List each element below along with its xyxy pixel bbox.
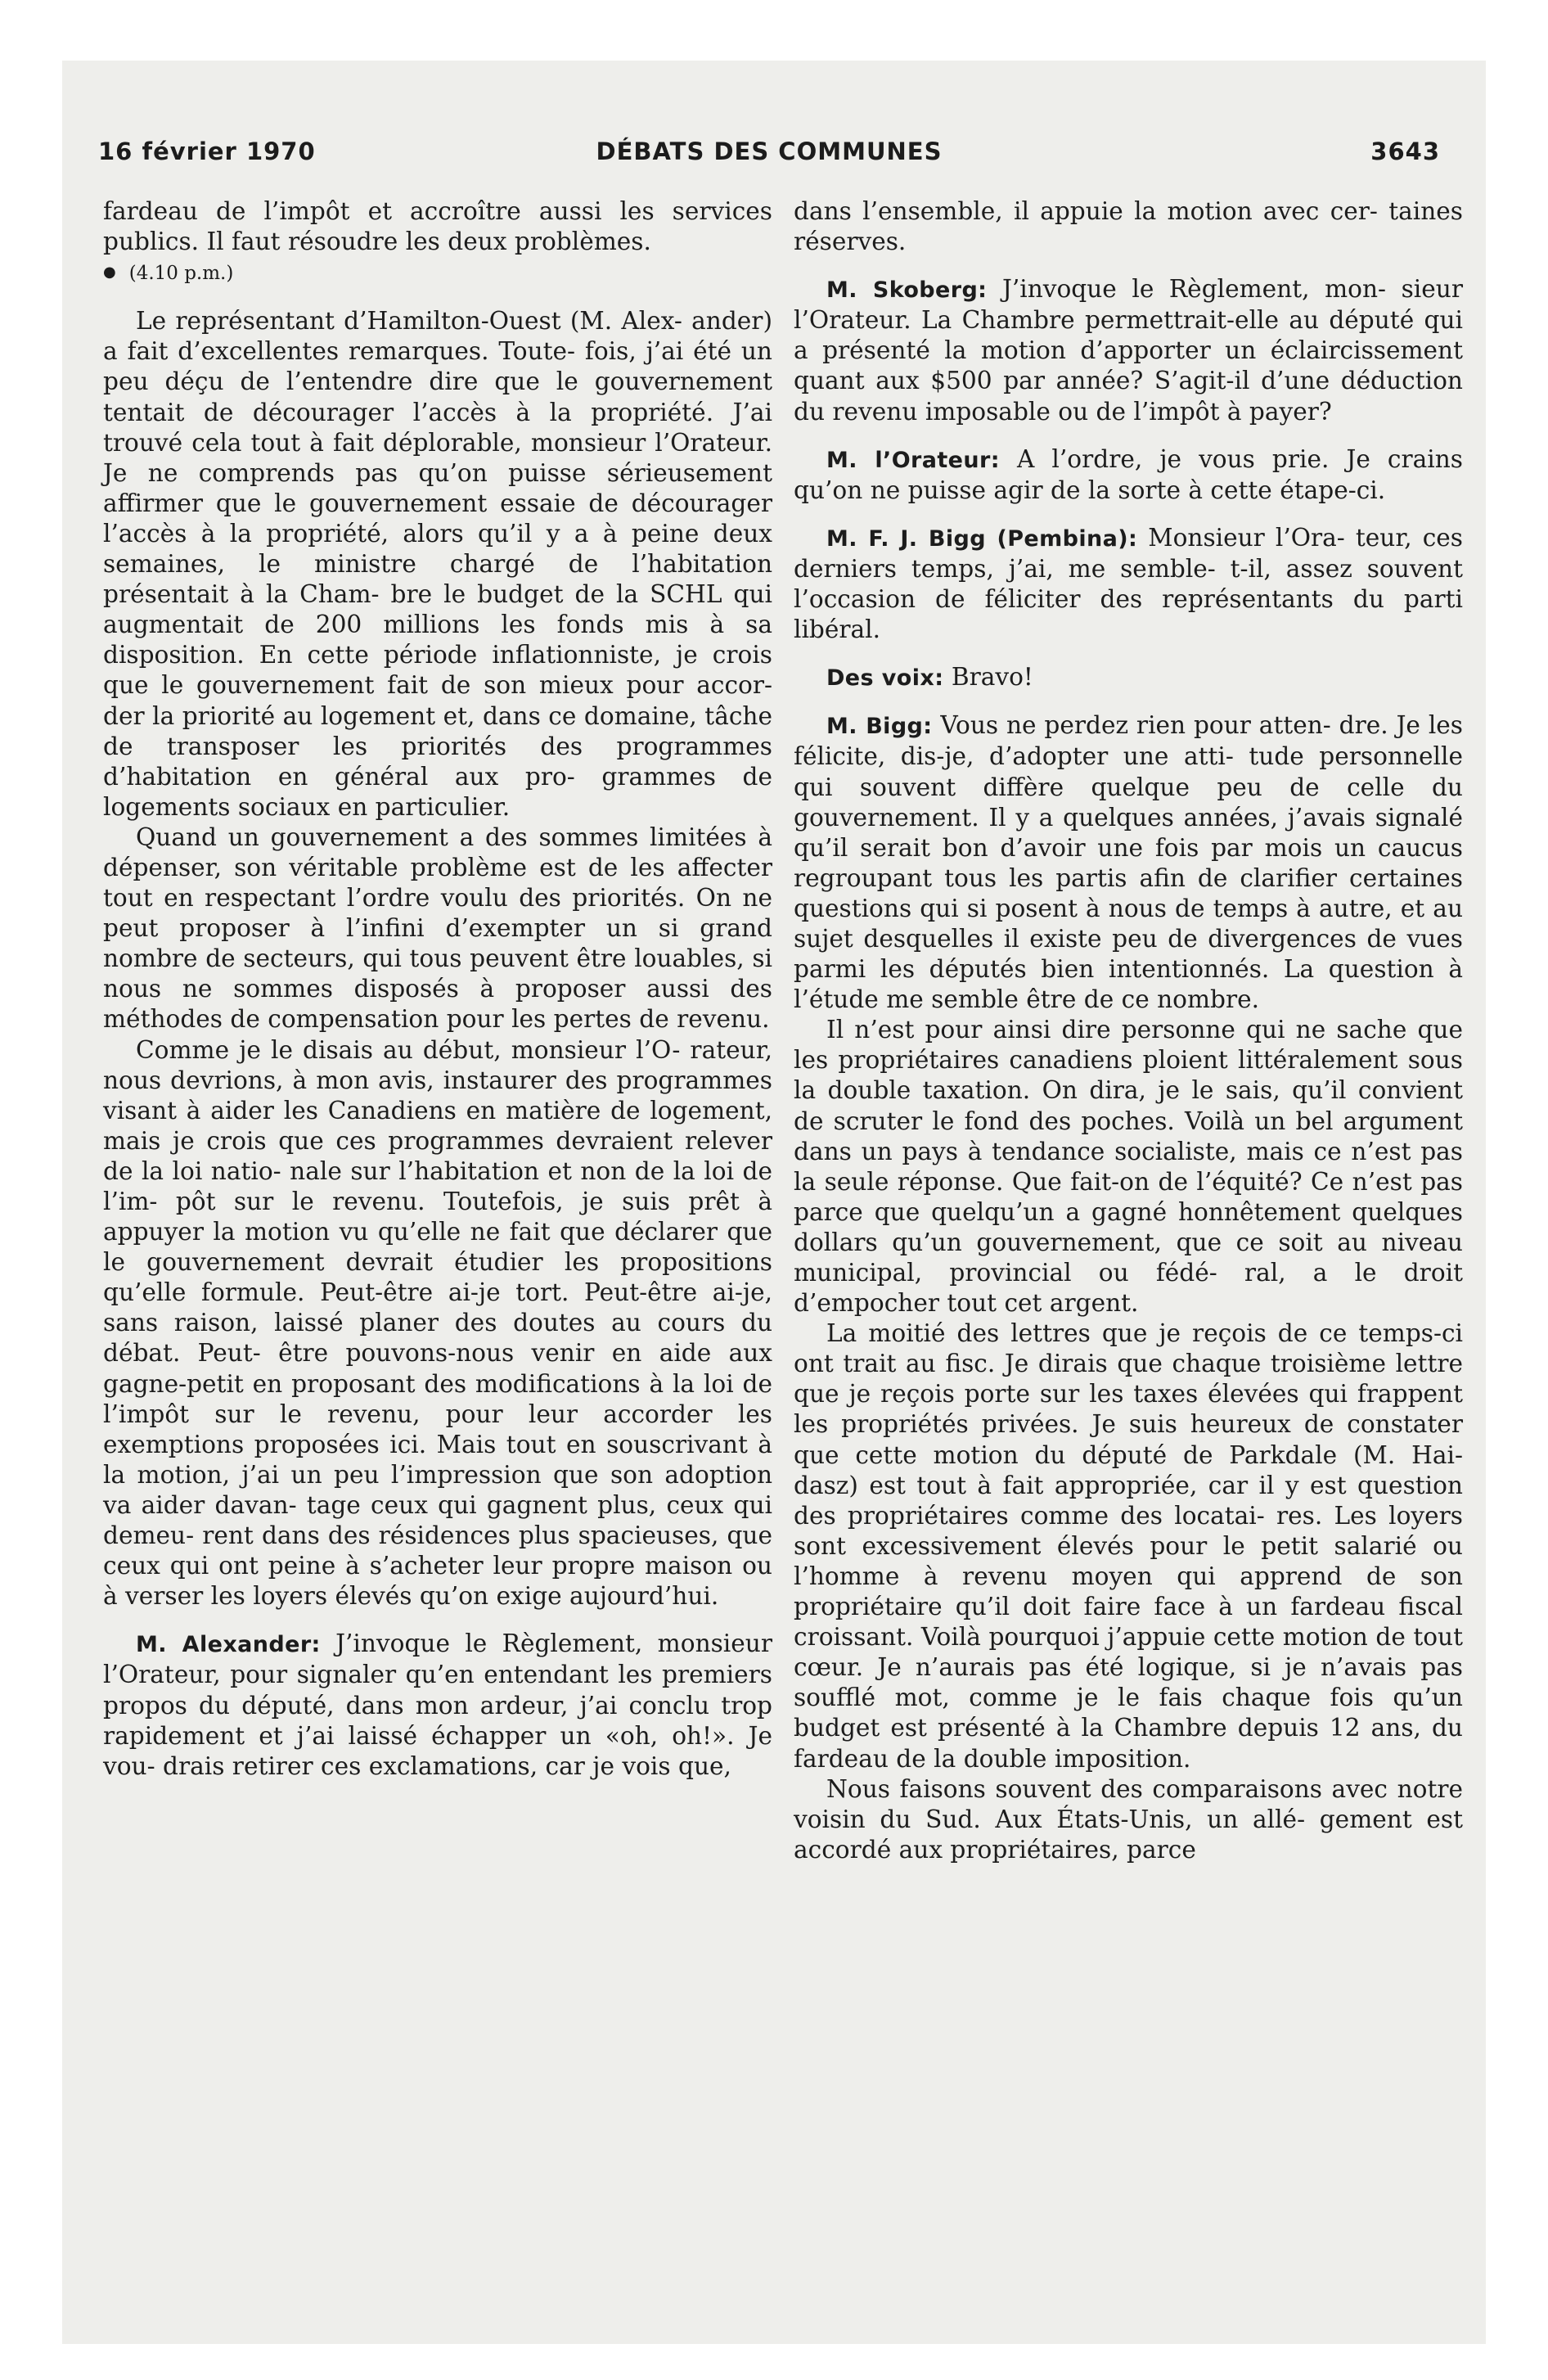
speech-text: A l’ordre, je vous prie. Je crains qu’on ne puisse agir de la sorte à cette étape-ci.: [794, 444, 1463, 504]
time-text: (4.10 p.m.): [128, 263, 234, 285]
page-header: [98, 137, 1440, 178]
speech-text: J’invoque le Règlement, monsieur l’Orateur, pour signaler qu’en entendant les premiers propos du député, dans mon ardeur, j’ai conclu trop rapidement et j’ai laissé échapper un «oh, oh!». Je vou- drais retirer ces exclamations, car je vois que,: [103, 1629, 772, 1780]
speaker-name: M. l’Orateur:: [826, 447, 1000, 473]
speech: [794, 662, 1463, 693]
right-column: [794, 196, 1463, 1865]
speech: [794, 274, 1463, 426]
paragraph: Le représentant d’Hamilton-Ouest (M. Alex- ander) a fait d’excellentes remarques. Toute- fois, j’ai été un peu déçu de l’entendre dire que le gouvernement tentait de décourager l’accès à la propriété. J’ai trouvé cela tout à fait déplorable, monsieur l’Orateur. Je ne comprends pas qu’on puisse sérieusement affirmer que le gouvernement essaie de décourager l’accès à la propriété, alors qu’il y a à peine deux semaines, le ministre chargé de l’habitation présentait à la Cham- bre le budget de la SCHL qui augmentait de 200 millions les fonds mis à sa disposition. En cette période inflationniste, je crois que le gouvernement fait de son mieux pour accor- der la priorité au logement et, dans ce domaine, tâche de transposer les priorités des programmes d’habitation en général aux pro- grammes de logements sociaux en particulier.: [103, 307, 772, 821]
speech-text: Vous ne perdez rien pour atten- dre. Je les félicite, dis-je, d’adopter une atti- tude personnelle qui souvent diffère quelque peu de celle du gouvernement. Il y a quelques années, j’avais signalé qu’il serait bon d’avoir une fois par mois un caucus regroupant tous les partis afin de clarifier certaines questions qui si posent à nous de temps à autre, et au sujet desquelles il existe peu de divergences de vues parmi les députés bien intentionnés. La question à l’étude me semble être de ce nombre.: [794, 711, 1463, 1014]
paragraph: La moitié des lettres que je reçois de ce temps-ci ont trait au fisc. Je dirais que chaque troisième lettre que je reçois porte sur les taxes élevées qui frappent les propriétés privées. Je suis heureux de constater que cette motion du député de Parkdale (M. Hai- dasz) est tout à fait appropriée, car il y est question des propriétaires comme des locatai- res. Les loyers sont excessivement élevés pour le petit salarié ou l’homme à revenu moyen qui apprend de son propriétaire qu’il doit faire face à un fardeau fiscal croissant. Voilà pourquoi j’appuie cette motion de tout cœur. Je n’aurais pas été logique, si je n’avais pas soufflé mot, comme je le fais chaque fois qu’un budget est présenté à la Chambre depuis 12 ans, du fardeau de la double imposition.: [794, 1319, 1463, 1773]
paragraph: Il n’est pour ainsi dire personne qui ne sache que les propriétaires canadiens ploient littéralement sous la double taxation. On dira, je le sais, qu’il convient de scruter le fond des poches. Voilà un bel argument dans un pays à tendance socialiste, mais ce n’est pas la seule réponse. Que fait-on de l’équité? Ce n’est pas parce que quelqu’un a gagné honnêtement quelques dollars qu’un gouvernement, que ce soit au niveau municipal, provincial ou fédé- ral, a le droit d’empocher tout cet argent.: [794, 1016, 1463, 1318]
speaker-name: M. Skoberg:: [826, 277, 988, 304]
paragraph: fardeau de l’impôt et accroître aussi les services publics. Il faut résoudre les deux problèmes.: [103, 197, 772, 256]
speech-text: J’invoque le Règlement, mon- sieur l’Orateur. La Chambre permettrait-elle au député qui a présenté la motion d’apporter un éclaircissement quant aux $500 par année? S’agit-il d’une déduction du revenu imposable ou de l’impôt à payer?: [794, 275, 1463, 426]
paragraph: Nous faisons souvent des comparaisons avec notre voisin du Sud. Aux États-Unis, un allé- gement est accordé aux propriétaires, parce: [794, 1774, 1463, 1864]
speaker-name: M. F. J. Bigg (Pembina):: [826, 525, 1138, 552]
header-date: 16 février 1970: [98, 137, 316, 165]
header-title: DÉBATS DES COMMUNES: [596, 137, 943, 165]
paragraph: Quand un gouvernement a des sommes limitées à dépenser, son véritable problème est de les affecter tout en respectant l’ordre voulu des priorités. On ne peut proposer à l’infini d’exempter un si grand nombre de secteurs, qui tous peuvent être louables, si nous ne sommes disposés à proposer aussi des méthodes de compensation pour les pertes de revenu.: [103, 823, 772, 1034]
bullet-icon: ●: [103, 264, 116, 282]
left-column: [103, 196, 772, 1782]
speech-text: Bravo!: [951, 663, 1033, 692]
speech: [794, 523, 1463, 645]
page-number: 3643: [1370, 137, 1440, 165]
speaker-name: M. Bigg:: [826, 714, 933, 740]
speaker-name: M. Alexander:: [136, 1632, 321, 1658]
speech-text: Monsieur l’Ora- teur, ces derniers temps, j’ai, me semble- t-il, assez souvent l’occasion de féliciter des représentants du parti libéral.: [794, 523, 1463, 644]
speech: [103, 1629, 772, 1781]
paragraph: dans l’ensemble, il appuie la motion avec cer- taines réserves.: [794, 197, 1463, 256]
paragraph: Comme je le disais au début, monsieur l’O- rateur, nous devrions, à mon avis, instaurer des programmes visant à aider les Canadiens en matière de logement, mais je crois que ces programmes devraient relever de la loi natio- nale sur l’habitation et non de la loi de l’im- pôt sur le revenu. Toutefois, je suis prêt à appuyer la motion vu qu’elle ne fait que déclarer que le gouvernement devrait étudier les propositions qu’elle formule. Peut-être ai-je tort. Peut-être ai-je, sans raison, laissé planer des doutes au cours du débat. Peut- être pouvons-nous venir en aide aux gagne-petit en proposant des modifications à la loi de l’impôt sur le revenu, pour leur accorder les exemptions proposées ici. Mais tout en souscrivant à la motion, j’ai un peu l’impression que son adoption va aider davan- tage ceux qui gagnent plus, ceux qui demeu- rent dans des résidences plus spacieuses, que ceux qui ont peine à s’acheter leur propre maison ou à verser les loyers élevés qu’on exige aujourd’hui.: [103, 1035, 772, 1611]
time-stamp: [103, 257, 772, 289]
speaker-name: Des voix:: [826, 665, 944, 692]
speech: [794, 710, 1463, 1015]
speech: [794, 444, 1463, 506]
